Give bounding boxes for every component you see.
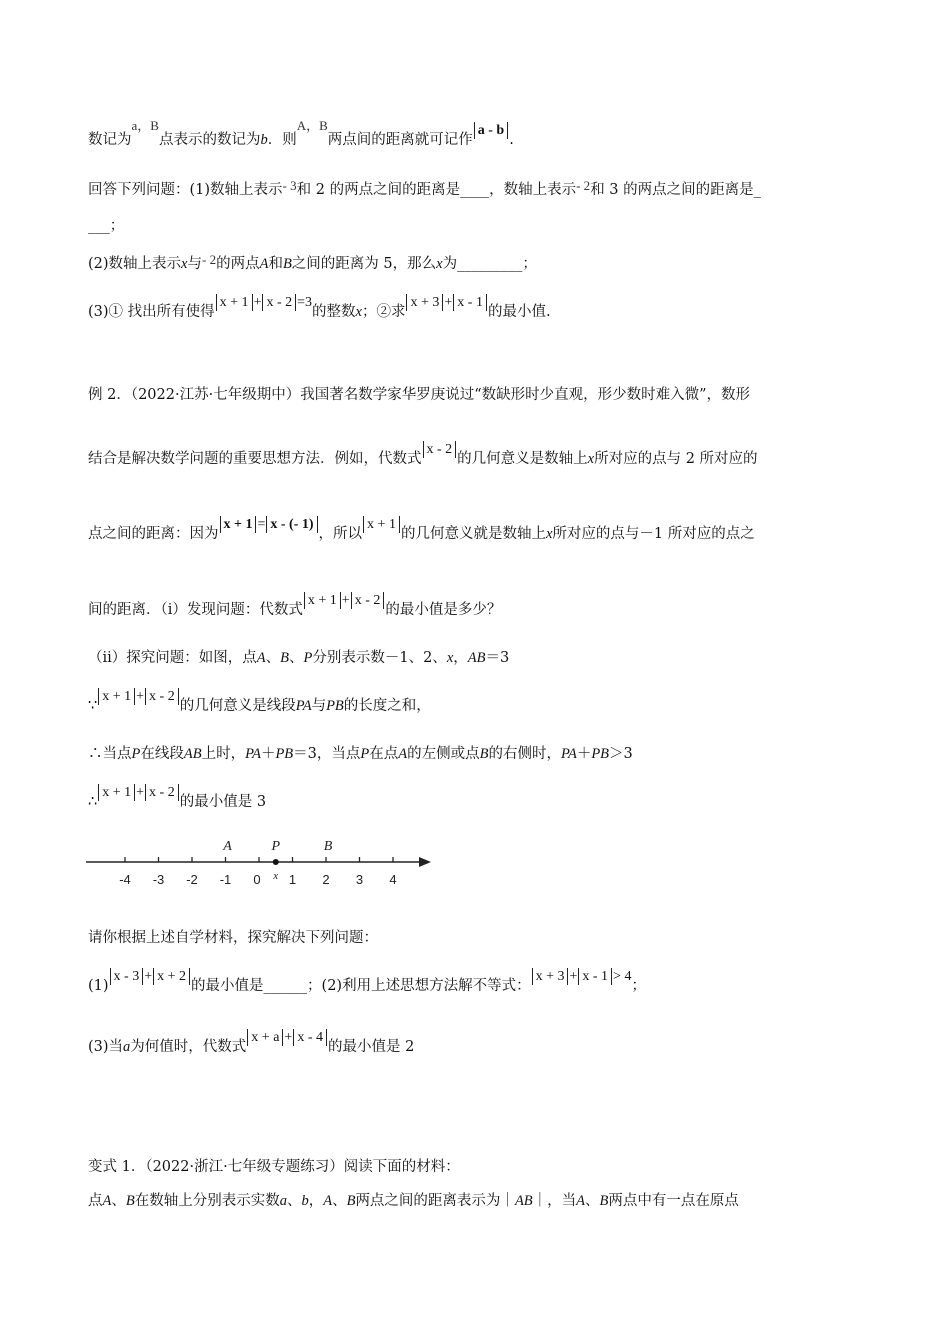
text: 例 2．（2022·江苏·七年级期中）我国著名数学家华罗庚说过“数缺形时少直观，形少数时难入微”，数形: [88, 387, 751, 403]
var: B: [125, 1193, 135, 1209]
text: ＋: [260, 746, 276, 762]
text: 当点: [102, 746, 132, 762]
text: 与: [187, 256, 202, 272]
var: AB: [183, 746, 202, 762]
text: 请你根据上述自学材料，探究解决下列问题：: [88, 930, 378, 946]
text: 的整数: [312, 304, 356, 320]
example-2-line-1: [88, 385, 750, 405]
text: ，: [308, 1193, 324, 1209]
text: 在线段: [140, 746, 184, 762]
var: AB: [514, 1193, 533, 1209]
var: PB: [326, 698, 344, 714]
point-label-P: P: [271, 839, 281, 854]
ab-label: a，B: [131, 118, 159, 133]
tick-label: -2: [186, 872, 198, 887]
abs: x - 3: [110, 968, 144, 985]
var: B: [479, 746, 489, 762]
text: 、: [111, 1193, 126, 1209]
var: P: [131, 746, 141, 762]
text: ＋: [576, 746, 592, 762]
task-1-2: [88, 969, 646, 997]
text: 和 3 的两点之间的距离是_: [590, 182, 761, 198]
point-label-A: A: [223, 839, 232, 854]
abs: x + a: [247, 1029, 283, 1046]
text: 变式 1．（2022·浙江·七年级专题练习）阅读下面的材料：: [88, 1159, 460, 1175]
abs: x + 2: [153, 968, 190, 985]
tick-label: -4: [119, 872, 131, 887]
var: x: [355, 304, 362, 320]
variant-1-line-2: [88, 1191, 739, 1211]
text: 的几何意义就是数轴上: [400, 526, 546, 542]
number-line-figure: [86, 832, 436, 892]
gt: > 4: [613, 969, 632, 984]
text: ＞3: [609, 746, 633, 762]
var: b: [301, 1193, 309, 1209]
text: 点表示的数记为: [158, 132, 261, 148]
var: A: [576, 1193, 586, 1209]
abs: x - 1: [453, 294, 487, 311]
var: B: [282, 256, 292, 272]
text: ｜，当: [532, 1193, 577, 1209]
text: 上时，: [201, 746, 246, 762]
text: 、: [585, 1193, 600, 1209]
var: PB: [591, 746, 610, 762]
var: PA: [295, 698, 312, 714]
text: ；: [631, 978, 646, 994]
text: ＝3: [485, 650, 510, 666]
abs-a-minus-b: a - b: [474, 122, 508, 139]
text: 之间的距离为 5，那么: [291, 256, 437, 272]
text: 的左侧或点: [407, 746, 480, 762]
text: (2)数轴上表示: [88, 256, 182, 272]
var: A: [323, 1193, 333, 1209]
var: x: [446, 650, 454, 666]
text: ＝3，当点: [293, 746, 361, 762]
text: 的右侧时，: [488, 746, 561, 762]
text: 和: [268, 256, 283, 272]
tick-label: 4: [389, 872, 397, 887]
var: a: [123, 1039, 131, 1055]
var: P: [303, 650, 313, 666]
since-symbol: ∵: [88, 698, 98, 714]
therefore-symbol: ∴: [88, 746, 103, 762]
text: 在点: [369, 746, 399, 762]
text: 两点间的距离就可记作: [327, 132, 473, 148]
plus: +: [569, 969, 578, 984]
text: 两点中有一点在原点: [608, 1193, 739, 1209]
text: 回答下列问题：(1)数轴上表示: [88, 182, 283, 198]
text: 数记为: [88, 132, 132, 148]
var-b: b: [260, 132, 268, 148]
abs: x + 1: [220, 516, 257, 533]
var: AB: [467, 650, 486, 666]
var: x: [436, 256, 443, 272]
example-2-line-4: [88, 593, 502, 621]
text: .: [509, 132, 514, 148]
var: PA: [245, 746, 261, 762]
var: A: [398, 746, 408, 762]
abs: x - 2: [262, 294, 296, 311]
text: 结合是解决数学问题的重要思想方法．例如，代数式: [88, 451, 422, 467]
plus: +: [341, 593, 350, 608]
text: ，所以: [318, 526, 363, 542]
intro-line: [88, 118, 514, 150]
plus: +: [136, 785, 145, 800]
var: P: [360, 746, 370, 762]
eq: =: [257, 517, 266, 532]
text: 所对应的点与－1 所对应的点之: [552, 526, 755, 542]
abs: x - 2: [423, 441, 457, 458]
text: 的最小值是______；(2)利用上述思想方法解不等式：: [191, 978, 531, 994]
text: ，: [453, 650, 468, 666]
var: x: [181, 256, 188, 272]
text: 的两点: [216, 256, 260, 272]
text: 点: [88, 1193, 103, 1209]
example-2-line-5: [88, 648, 509, 668]
abs: x - 2: [145, 784, 179, 801]
eq: =3: [297, 295, 313, 310]
text: 为_________；: [442, 256, 537, 272]
text: 的最小值.: [487, 304, 551, 320]
num: - 2: [201, 252, 217, 267]
abs: x - (- 1): [266, 516, 317, 533]
text: 的最小值是 3: [179, 794, 267, 810]
text: 的几何意义是线段: [179, 698, 296, 714]
text: ___；: [88, 218, 125, 234]
task-3: [88, 1030, 415, 1058]
var: a: [279, 1193, 287, 1209]
text: 为何值时，代数式: [130, 1039, 247, 1055]
text: 与: [311, 698, 327, 714]
abs: x + 1: [98, 784, 135, 801]
text: 、: [286, 1193, 302, 1209]
abs: x - 4: [293, 1029, 327, 1046]
plus: +: [253, 295, 262, 310]
plus: +: [444, 295, 453, 310]
question-3: [88, 295, 551, 323]
abs: x + 1: [216, 294, 253, 311]
var: A: [259, 256, 269, 272]
text: 在数轴上分别表示实数: [134, 1193, 280, 1209]
example-2-line-6: [88, 689, 431, 717]
point-label-B: B: [323, 839, 333, 854]
abs: x + 3: [532, 968, 569, 985]
text: ；②求: [361, 304, 406, 320]
text: (3)① 找出所有使得: [88, 304, 215, 320]
text: 、: [332, 1193, 347, 1209]
abs: x + 1: [304, 592, 341, 609]
tick-label: 2: [322, 872, 330, 887]
abs: x + 1: [98, 688, 135, 705]
example-2-line-2: [88, 442, 758, 469]
question-2: [88, 254, 537, 274]
text: 分别表示数－1、2、: [312, 650, 447, 666]
var: B: [346, 1193, 356, 1209]
text: （ⅱ）探究问题：如图，点: [88, 650, 257, 666]
tasks-intro: [88, 928, 378, 948]
var: A: [102, 1193, 112, 1209]
plus: +: [136, 689, 145, 704]
example-2-line-8: [88, 785, 267, 813]
example-2-line-7: [88, 744, 633, 764]
text: 的长度之和，: [343, 698, 431, 714]
point-sub-label: x: [273, 870, 279, 882]
question-1: [88, 180, 761, 200]
num: - 3: [282, 178, 297, 193]
text: 的几何意义是数轴上: [457, 451, 588, 467]
text: 点之间的距离：因为: [88, 526, 219, 542]
abs: x + 1: [363, 516, 400, 533]
point-dot: [273, 859, 279, 865]
text: 所对应的点与 2 所对应的: [594, 451, 758, 467]
example-2-line-3: [88, 517, 755, 545]
ab-label-2: A，B: [296, 118, 328, 133]
text: 间的距离．（ⅰ）发现问题：代数式: [88, 602, 303, 618]
var: PB: [275, 746, 294, 762]
num: - 2: [576, 178, 591, 193]
var: B: [599, 1193, 609, 1209]
tick-label: 0: [253, 872, 261, 887]
plus: +: [144, 969, 153, 984]
text: 、: [265, 650, 281, 666]
text: (3)当: [88, 1039, 124, 1055]
abs: x - 2: [145, 688, 179, 705]
question-1-cont: [88, 216, 124, 236]
variant-1-title: [88, 1157, 460, 1177]
text: (1): [88, 978, 109, 994]
tick-label: 3: [355, 872, 364, 887]
var: PA: [560, 746, 577, 762]
axis-arrow-icon: [419, 857, 431, 867]
text: 的最小值是多少？: [385, 602, 502, 618]
text: 和 2 的两点之间的距离是____，数轴上表示: [296, 182, 577, 198]
text: 两点之间的距离表示为｜: [355, 1193, 515, 1209]
tick-label: -1: [219, 872, 232, 887]
text: ．则: [267, 132, 297, 148]
var: B: [280, 650, 289, 666]
text: 、: [289, 650, 304, 666]
abs: x + 3: [406, 294, 443, 311]
abs: x - 1: [578, 968, 612, 985]
text: 的最小值是 2: [327, 1039, 415, 1055]
tick-label: 1: [288, 872, 297, 887]
plus: +: [284, 1030, 293, 1045]
tick-label: -3: [152, 872, 165, 887]
abs: x - 2: [351, 592, 385, 609]
var: A: [256, 650, 266, 666]
therefore-symbol: ∴: [88, 794, 98, 810]
var: x: [545, 526, 553, 542]
var: x: [587, 451, 595, 467]
